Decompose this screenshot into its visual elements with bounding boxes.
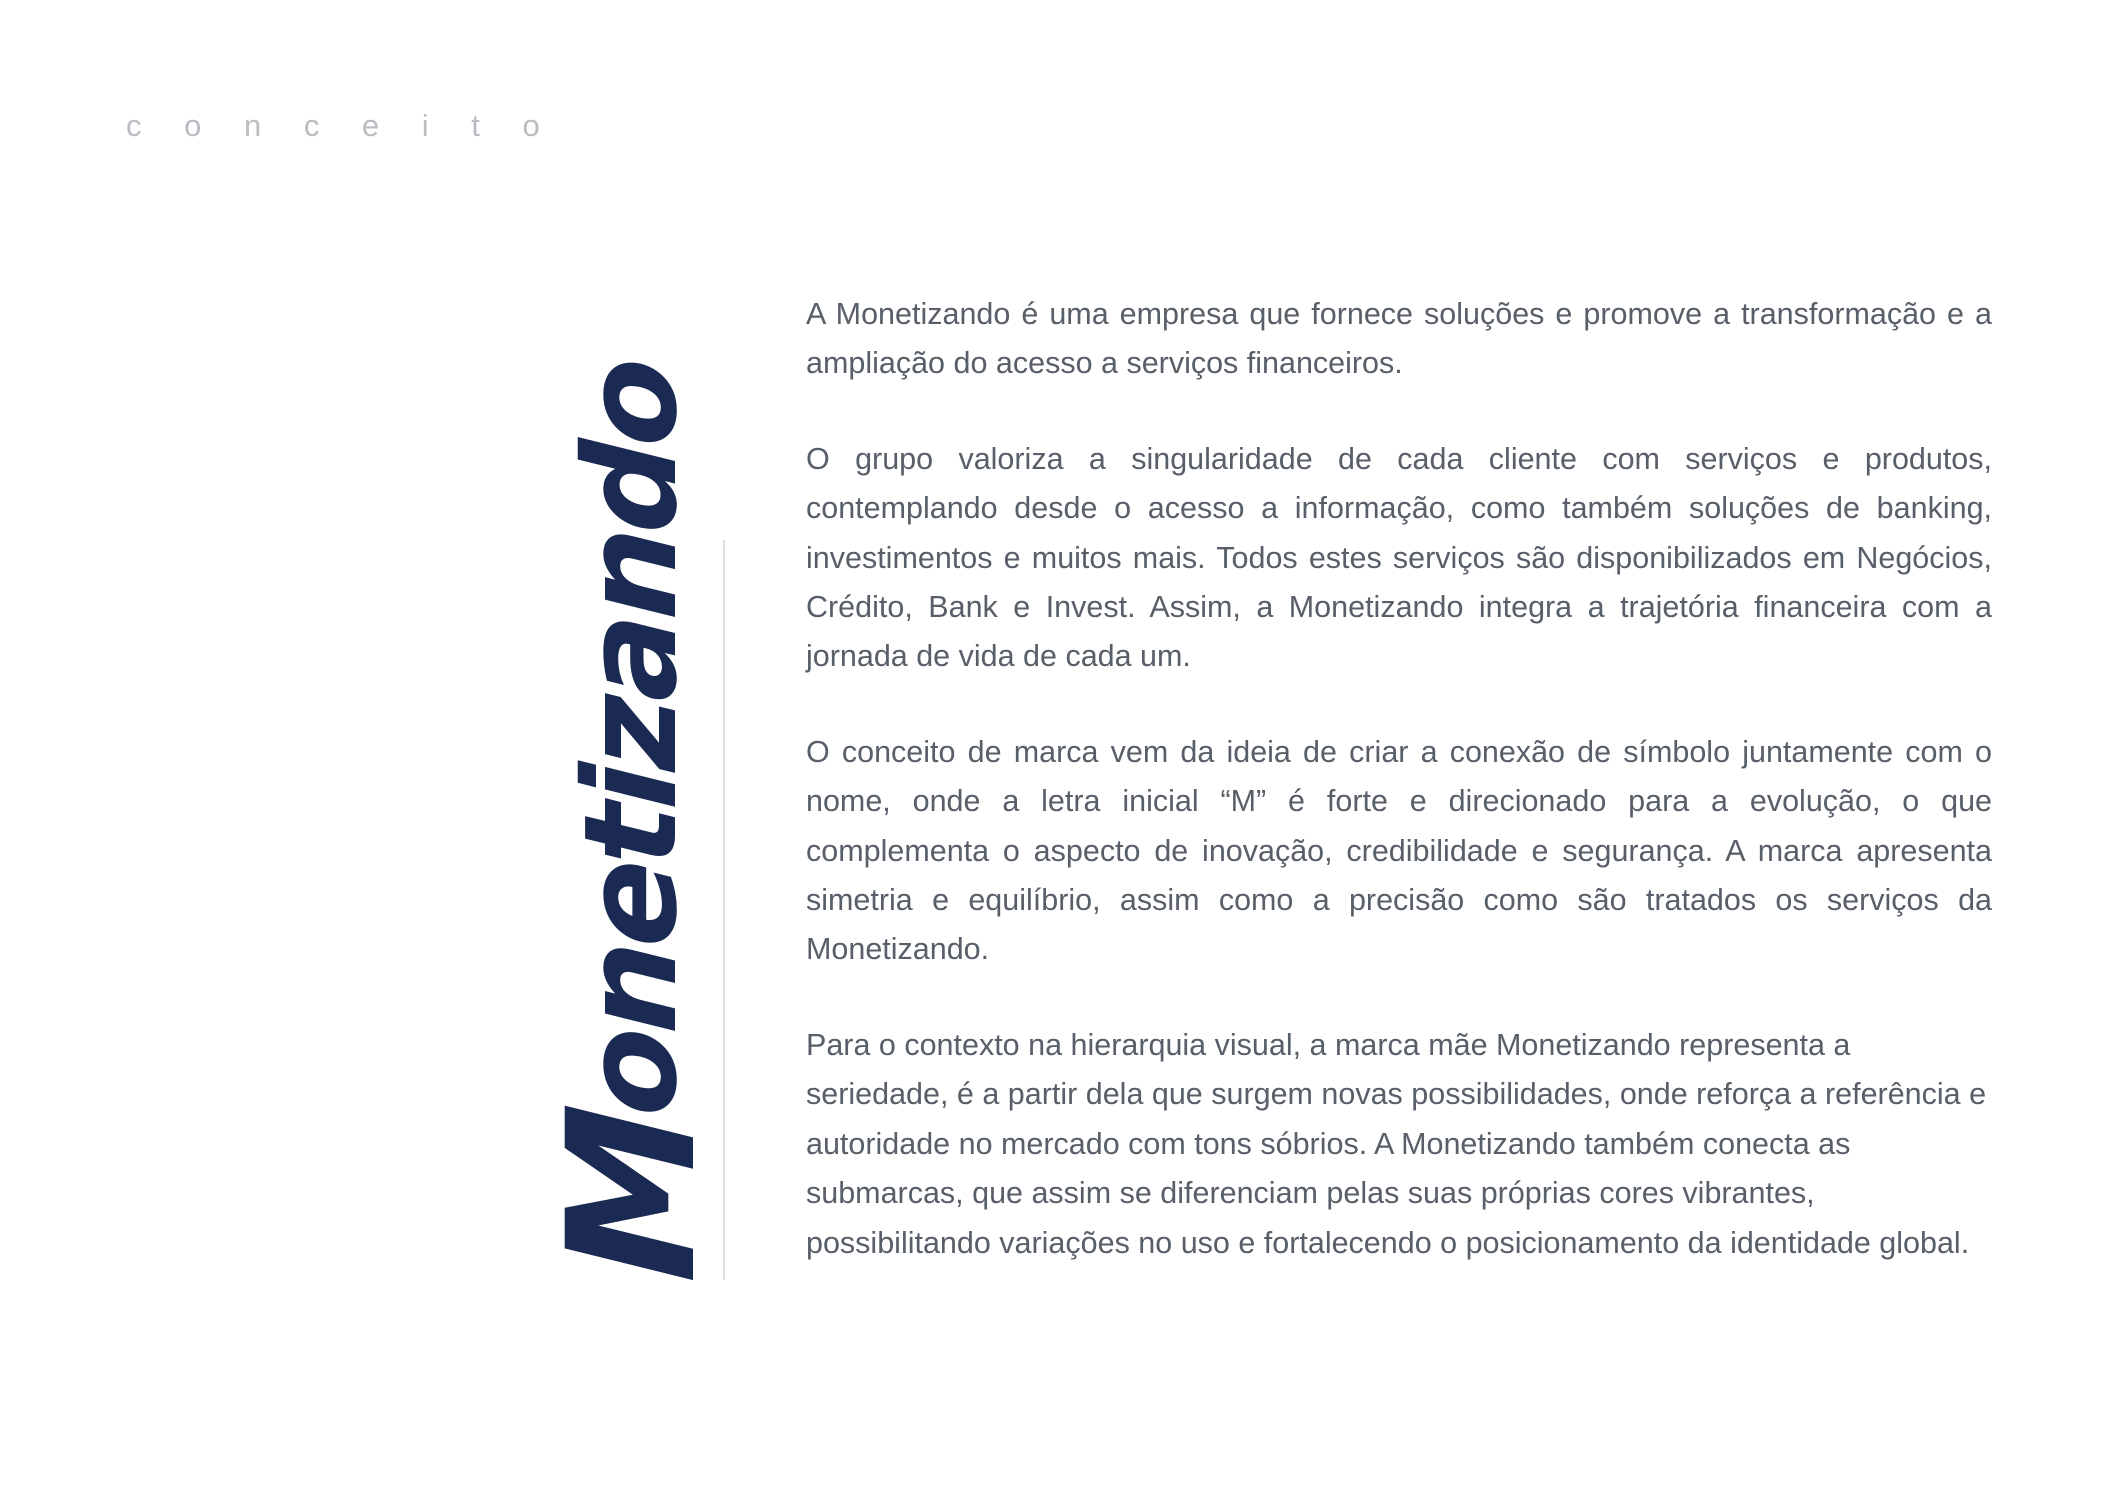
page-title: c o n c e i t o [126,108,557,143]
concept-text-column [806,290,1992,1268]
paragraph-visual-hierarchy: Para o contexto na hierarquia visual, a marca mãe Monetizando representa a seriedade, é a partir dela que surgem novas possibilidades, onde reforça a referência e autoridade no mercado com tons sóbrios. A Monetizando também conecta as submarcas, que assim se diferenciam pelas suas próprias cores vibrantes, possibilitando variações no uso e fortalecendo o posicionamento da identidade global. [806,1027,1987,1260]
paragraph-brand-concept: O conceito de marca vem da ideia de criar a conexão de símbolo juntamente com o nome, onde a letra inicial “M” é forte e direcionado para a evolução, o que complementa o aspecto de inovação, credibilidade e segurança. A marca apresenta simetria e equilíbrio, assim como a precisão como são tratados os serviços da Monetizando. [806,734,1992,967]
paragraph-group-values: O grupo valoriza a singularidade de cada cliente com serviços e produtos, contemplando desde o acesso a informação, como também soluções de banking, investimentos e muitos mais. Todos estes serviços são disponibilizados em Negócios, Crédito, Bank e Invest. Assim, a Monetizando integra a trajetória financeira com a jornada de vida de cada um. [806,441,1992,674]
paragraph-intro: A Monetizando é uma empresa que fornece soluções e promove a transformação e a ampliação do acesso a serviços financeiros. [806,297,1992,381]
logo-wordmark-rest: onetizando [556,359,706,1120]
logo-initial-letter: M [529,1110,735,1287]
logo-wordmark [529,359,735,1287]
brand-logo [529,359,735,1287]
logo-wordmark-text [529,358,735,1287]
